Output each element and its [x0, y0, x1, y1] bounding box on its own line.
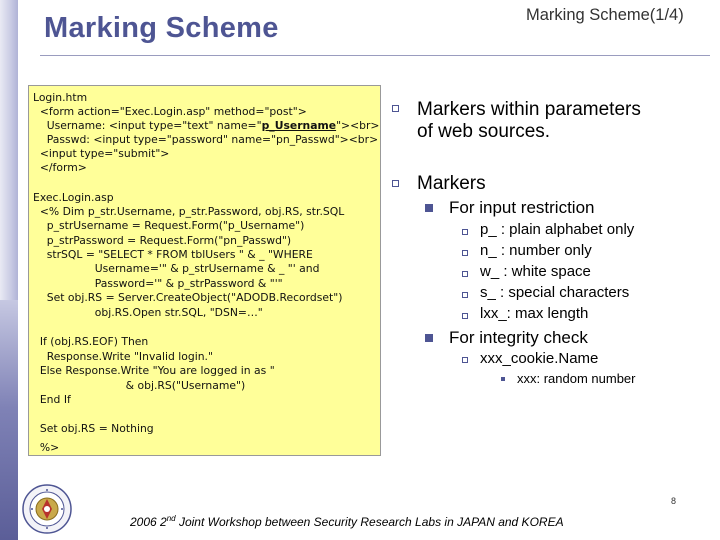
- bullet-filled-square-icon: [425, 204, 433, 212]
- bullet-tiny-square-icon: [501, 377, 505, 381]
- code-line: <form action="Exec.Login.asp" method="post">: [33, 105, 307, 118]
- integrity-item: xxx_cookie.Name: [480, 350, 599, 367]
- bullet-square-icon: [392, 105, 399, 112]
- slide-label: Marking Scheme(1/4): [526, 6, 684, 24]
- bullet-small-square-icon: [462, 271, 468, 277]
- code-line: p_strPassword = Request.Form("pn_Passwd"): [33, 234, 292, 247]
- code-panel: [28, 85, 381, 456]
- code-text: "><br>: [336, 119, 380, 132]
- code-line: </form>: [33, 161, 87, 174]
- integrity-subitem: xxx: random number: [517, 371, 636, 386]
- bullet-markers-params-cont: of web sources.: [417, 121, 551, 142]
- code-line: <input type="submit">: [33, 147, 170, 160]
- bullet-small-square-icon: [462, 250, 468, 256]
- code-line: Username='" & p_strUsername & _ "' and: [33, 262, 320, 275]
- slide-title: Marking Scheme: [44, 12, 279, 44]
- university-seal-icon: [22, 484, 72, 534]
- bullet-filled-square-icon: [425, 334, 433, 342]
- code-line: <% Dim p_str.Username, p_str.Password, obj.RS, str.SQL: [33, 205, 345, 218]
- code-text: Username: <input type="text" name=": [33, 119, 262, 132]
- bullet-small-square-icon: [462, 229, 468, 235]
- code-line: If (obj.RS.EOF) Then: [33, 335, 149, 348]
- code-line: Passwd: <input type="password" name="pn_Passwd"><br>: [33, 133, 379, 146]
- page-number: 8: [671, 496, 677, 506]
- code-line: Exec.Login.asp: [33, 191, 114, 204]
- bullet-markers: Markers: [417, 173, 486, 194]
- bullet-input-restriction: For input restriction: [449, 198, 595, 217]
- code-line: Set obj.RS = Server.CreateObject("ADODB.Recordset"): [33, 291, 343, 304]
- code-line: & obj.RS("Username"): [33, 379, 246, 392]
- code-line: [33, 119, 379, 133]
- bullet-small-square-icon: [462, 313, 468, 319]
- bullet-square-icon: [392, 180, 399, 187]
- bullet-markers-params: Markers within parameters: [417, 99, 641, 120]
- restriction-item: w_ : white space: [480, 263, 591, 280]
- code-line: Login.htm: [33, 91, 88, 104]
- restriction-item: s_ : special characters: [480, 284, 630, 301]
- footer-text-rest: Joint Workshop between Security Research Labs in JAPAN and KOREA: [175, 515, 564, 529]
- title-divider: [40, 55, 710, 56]
- code-line: %>: [33, 441, 60, 454]
- code-line: strSQL = "SELECT * FROM tblUsers " & _ "WHERE: [33, 248, 313, 261]
- restriction-item: p_ : plain alphabet only: [480, 221, 635, 238]
- restriction-item: lxx_: max length: [480, 305, 589, 322]
- slide-footer: [130, 514, 564, 529]
- bullet-small-square-icon: [462, 357, 468, 363]
- code-line: End If: [33, 393, 71, 406]
- bullet-small-square-icon: [462, 292, 468, 298]
- code-line: Password='" & p_strPassword & "'": [33, 277, 283, 290]
- code-highlight: p_Username: [261, 119, 337, 132]
- code-line: p_strUsername = Request.Form("p_Username"): [33, 219, 305, 232]
- code-line: Else Response.Write "You are logged in as ": [33, 364, 275, 377]
- footer-text: 2006 2: [130, 515, 167, 529]
- bullet-integrity-check: For integrity check: [449, 328, 588, 347]
- footer-sup: nd: [166, 514, 176, 523]
- code-line: obj.RS.Open str.SQL, "DSN=…": [33, 306, 263, 319]
- code-line: Set obj.RS = Nothing: [33, 422, 154, 435]
- code-line: Response.Write "Invalid login.": [33, 350, 213, 363]
- restriction-item: n_ : number only: [480, 242, 592, 259]
- left-decor-bar-gradient: [0, 300, 18, 540]
